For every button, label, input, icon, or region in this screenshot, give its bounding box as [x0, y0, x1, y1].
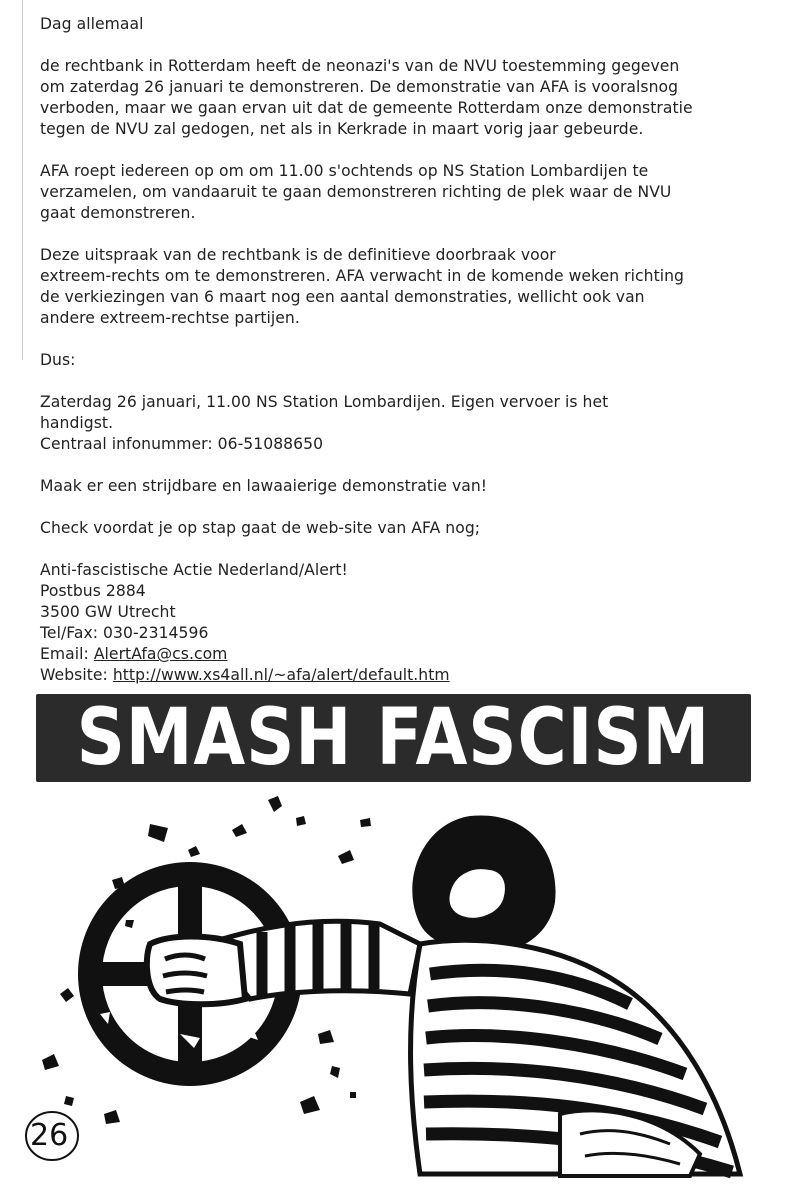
- website-label: Website:: [40, 666, 113, 684]
- letter-body: [40, 14, 770, 707]
- info-number: Centraal infonummer: 06-51088650: [40, 435, 324, 453]
- contact-website-row: [40, 665, 770, 686]
- email-link[interactable]: AlertAfa@cs.com: [93, 645, 228, 663]
- paragraph-details: [40, 392, 770, 455]
- dus-text: Dus:: [40, 351, 76, 369]
- paragraph-line: Deze uitspraak van de rechtbank is de definitieve doorbraak voor: [40, 246, 556, 264]
- paragraph-line: verzamelen, om vandaaruit te gaan demonstreren richting de plek waar de NVU: [40, 183, 672, 201]
- paragraph-line: de verkiezingen van 6 maart nog een aantal demonstraties, wellicht ook van: [40, 288, 645, 306]
- fist-smashing-celtic-cross-illustration: [0, 784, 800, 1184]
- check-website: [40, 518, 770, 539]
- man-figure-icon: [411, 815, 740, 1176]
- paragraph-line: andere extreem-rechtse partijen.: [40, 309, 300, 327]
- greeting-text: Dag allemaal: [40, 15, 144, 33]
- paragraph-line: om zaterdag 26 januari te demonstreren. De demonstratie van AFA is vooralsnog: [40, 78, 679, 96]
- dus-label: [40, 350, 770, 371]
- scan-edge-line: [22, 0, 23, 360]
- paragraph-line: gaat demonstreren.: [40, 204, 196, 222]
- paragraph-line: de rechtbank in Rotterdam heeft de neonazi's van de NVU toestemming gegeven: [40, 57, 680, 75]
- call-to-action: [40, 476, 770, 497]
- page-number-text: 26: [30, 1118, 69, 1153]
- contact-email-row: [40, 644, 770, 665]
- contact-telfax: Tel/Fax: 030-2314596: [40, 624, 209, 642]
- paragraph-gathering: [40, 161, 770, 224]
- page-number: [30, 1118, 68, 1153]
- contact-block: [40, 560, 770, 686]
- banner-text: SMASH FASCISM: [76, 693, 711, 783]
- paragraph-line: handigst.: [40, 414, 114, 432]
- call-to-action-text: Maak er een strijdbare en lawaaierige demonstratie van!: [40, 477, 488, 495]
- paragraph-line: verboden, maar we gaan ervan uit dat de gemeente Rotterdam onze demonstratie: [40, 99, 693, 117]
- paragraph-court-ruling: [40, 56, 770, 140]
- greeting: [40, 14, 770, 35]
- paragraph-breakthrough: [40, 245, 770, 329]
- contact-org: Anti-fascistische Actie Nederland/Alert!: [40, 561, 348, 579]
- paragraph-line: AFA roept iedereen op om om 11.00 s'ochtends op NS Station Lombardijen te: [40, 162, 649, 180]
- paragraph-line: extreem-rechts om te demonstreren. AFA verwacht in de komende weken richting: [40, 267, 685, 285]
- smash-fascism-banner: [36, 694, 751, 782]
- website-link[interactable]: http://www.xs4all.nl/~afa/alert/default.htm: [112, 666, 450, 684]
- email-label: Email:: [40, 645, 94, 663]
- contact-postbus: Postbus 2884: [40, 582, 146, 600]
- contact-city: 3500 GW Utrecht: [40, 603, 176, 621]
- paragraph-line: Zaterdag 26 januari, 11.00 NS Station Lombardijen. Eigen vervoer is het: [40, 393, 609, 411]
- paragraph-line: tegen de NVU zal gedogen, net als in Kerkrade in maart vorig jaar gebeurde.: [40, 120, 644, 138]
- check-website-text: Check voordat je op stap gaat de web-site van AFA nog;: [40, 519, 481, 537]
